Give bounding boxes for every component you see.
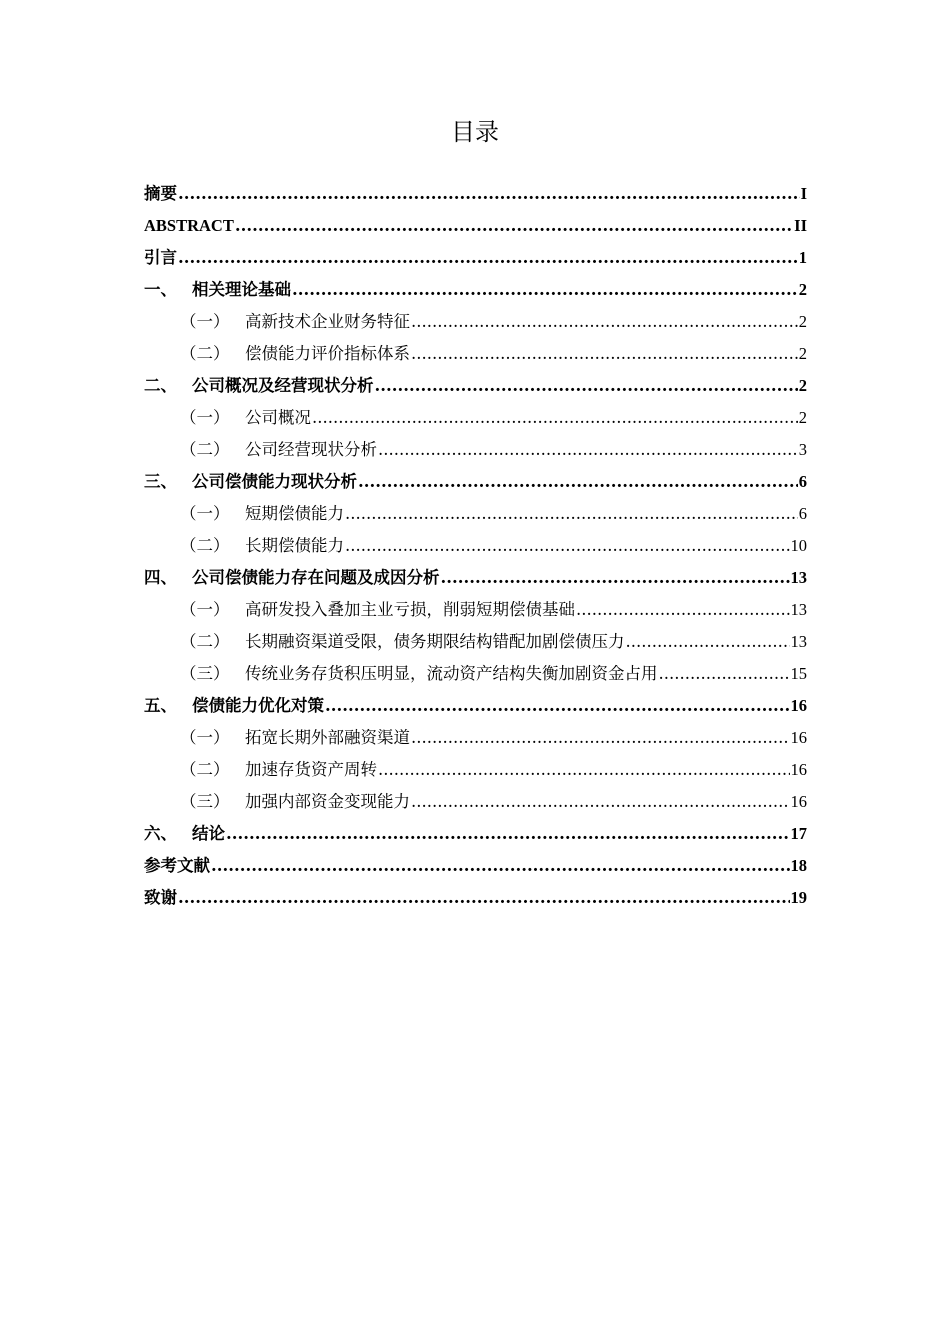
toc-entry-page-number: 6 <box>798 504 807 523</box>
toc-entry[interactable] <box>144 690 807 722</box>
toc-entry-page-number: 16 <box>790 728 807 747</box>
dot-leader <box>325 690 790 722</box>
toc-entry-page-number: 10 <box>790 536 807 555</box>
toc-entry[interactable] <box>144 594 807 626</box>
toc-entry-label: 参考文献 <box>144 856 210 875</box>
toc-entry[interactable] <box>144 434 807 466</box>
toc-entry-number: （一） <box>180 312 230 331</box>
dot-leader <box>178 242 798 274</box>
toc-entry-page-number: 15 <box>790 664 807 683</box>
dot-leader <box>292 274 798 306</box>
toc-entry[interactable] <box>144 754 807 786</box>
toc-entry-label: 长期融资渠道受限，债务期限结构错配加剧偿债压力 <box>245 632 625 651</box>
dot-leader <box>178 882 790 914</box>
toc-entry-page-number: 16 <box>790 760 807 779</box>
toc-entry-page-number: 13 <box>790 568 807 587</box>
toc-entry-number: （一） <box>180 408 230 427</box>
toc-entry-page-number: I <box>800 184 807 203</box>
toc-entry[interactable] <box>144 626 807 658</box>
dot-leader <box>226 818 790 850</box>
toc-entry[interactable] <box>144 306 807 338</box>
toc-entry-label: 公司偿债能力存在问题及成因分析 <box>192 568 440 587</box>
toc-entry-label: 偿债能力评价指标体系 <box>245 344 410 363</box>
toc-entry-label: 公司偿债能力现状分析 <box>192 472 357 491</box>
toc-entry[interactable] <box>144 850 807 882</box>
toc-entry-page-number: 17 <box>790 824 807 843</box>
dot-leader <box>441 562 790 594</box>
toc-entry[interactable] <box>144 786 807 818</box>
toc-entry[interactable] <box>144 402 807 434</box>
dot-leader <box>626 626 790 658</box>
toc-entry-label: 偿债能力优化对策 <box>192 696 324 715</box>
toc-entry-label: 高新技术企业财务特征 <box>245 312 410 331</box>
toc-entry[interactable] <box>144 242 807 274</box>
toc-entry-page-number: 13 <box>790 600 807 619</box>
toc-entry-page-number: 19 <box>790 888 807 907</box>
toc-entry-number: （二） <box>180 760 230 779</box>
toc-entry-page-number: 2 <box>798 376 807 395</box>
dot-leader <box>378 434 798 466</box>
dot-leader <box>312 402 798 434</box>
toc-entry-page-number: 2 <box>798 344 807 363</box>
dot-leader <box>411 722 790 754</box>
toc-entry-label: 加强内部资金变现能力 <box>245 792 410 811</box>
toc-entry[interactable] <box>144 338 807 370</box>
dot-leader <box>345 498 798 530</box>
toc-entry-page-number: 13 <box>790 632 807 651</box>
toc-entry-number: （一） <box>180 504 230 523</box>
dot-leader <box>235 210 793 242</box>
toc-entry-number: 二、 <box>144 376 177 395</box>
dot-leader <box>178 178 800 210</box>
toc-entry-page-number: 2 <box>798 280 807 299</box>
toc-entry-page-number: 18 <box>790 856 807 875</box>
toc-entry[interactable] <box>144 818 807 850</box>
toc-entry-number: （一） <box>180 600 230 619</box>
dot-leader <box>411 786 790 818</box>
table-of-contents <box>144 178 807 914</box>
toc-entry-label: 致谢 <box>144 888 177 907</box>
dot-leader <box>378 754 790 786</box>
toc-entry-number: 三、 <box>144 472 177 491</box>
dot-leader <box>211 850 790 882</box>
toc-entry[interactable] <box>144 178 807 210</box>
toc-entry-label: 长期偿债能力 <box>245 536 344 555</box>
toc-entry-label: ABSTRACT <box>144 216 234 235</box>
toc-entry-number: 五、 <box>144 696 177 715</box>
page-title: 目录 <box>451 118 499 146</box>
dot-leader <box>345 530 790 562</box>
dot-leader <box>375 370 798 402</box>
toc-entry-page-number: 1 <box>798 248 807 267</box>
toc-entry-page-number: 16 <box>790 696 807 715</box>
toc-entry-label: 摘要 <box>144 184 177 203</box>
toc-entry-label: 公司经营现状分析 <box>245 440 377 459</box>
toc-entry-page-number: 3 <box>798 440 807 459</box>
dot-leader <box>358 466 798 498</box>
toc-entry[interactable] <box>144 370 807 402</box>
dot-leader <box>659 658 790 690</box>
toc-entry-label: 加速存货资产周转 <box>245 760 377 779</box>
toc-entry-page-number: 16 <box>790 792 807 811</box>
dot-leader <box>576 594 790 626</box>
toc-entry-number: 六、 <box>144 824 177 843</box>
toc-entry-number: （二） <box>180 440 230 459</box>
toc-entry-number: （二） <box>180 536 230 555</box>
toc-entry[interactable] <box>144 274 807 306</box>
toc-entry-page-number: 2 <box>798 408 807 427</box>
toc-entry-label: 拓宽长期外部融资渠道 <box>245 728 410 747</box>
toc-entry-number: 一、 <box>144 280 177 299</box>
toc-entry-number: （二） <box>180 344 230 363</box>
toc-entry-label: 公司概况 <box>245 408 311 427</box>
toc-entry[interactable] <box>144 530 807 562</box>
toc-entry[interactable] <box>144 466 807 498</box>
toc-entry-page-number: II <box>794 216 807 235</box>
toc-entry-label: 引言 <box>144 248 177 267</box>
toc-entry[interactable] <box>144 210 807 242</box>
toc-entry-label: 传统业务存货积压明显，流动资产结构失衡加剧资金占用 <box>245 664 658 683</box>
toc-entry-label: 高研发投入叠加主业亏损，削弱短期偿债基础 <box>245 600 575 619</box>
toc-entry-label: 短期偿债能力 <box>245 504 344 523</box>
toc-entry-label: 相关理论基础 <box>192 280 291 299</box>
toc-entry-number: （二） <box>180 632 230 651</box>
toc-entry[interactable] <box>144 658 807 690</box>
toc-entry-number: （一） <box>180 728 230 747</box>
toc-entry-label: 公司概况及经营现状分析 <box>192 376 374 395</box>
dot-leader <box>411 306 798 338</box>
toc-entry-number: 四、 <box>144 568 177 587</box>
toc-entry[interactable] <box>144 882 807 914</box>
toc-entry[interactable] <box>144 562 807 594</box>
dot-leader <box>411 338 798 370</box>
toc-entry[interactable] <box>144 498 807 530</box>
toc-entry-page-number: 2 <box>798 312 807 331</box>
toc-entry-label: 结论 <box>192 824 225 843</box>
toc-entry-number: （三） <box>180 664 230 683</box>
toc-entry-number: （三） <box>180 792 230 811</box>
toc-entry-page-number: 6 <box>798 472 807 491</box>
toc-entry[interactable] <box>144 722 807 754</box>
